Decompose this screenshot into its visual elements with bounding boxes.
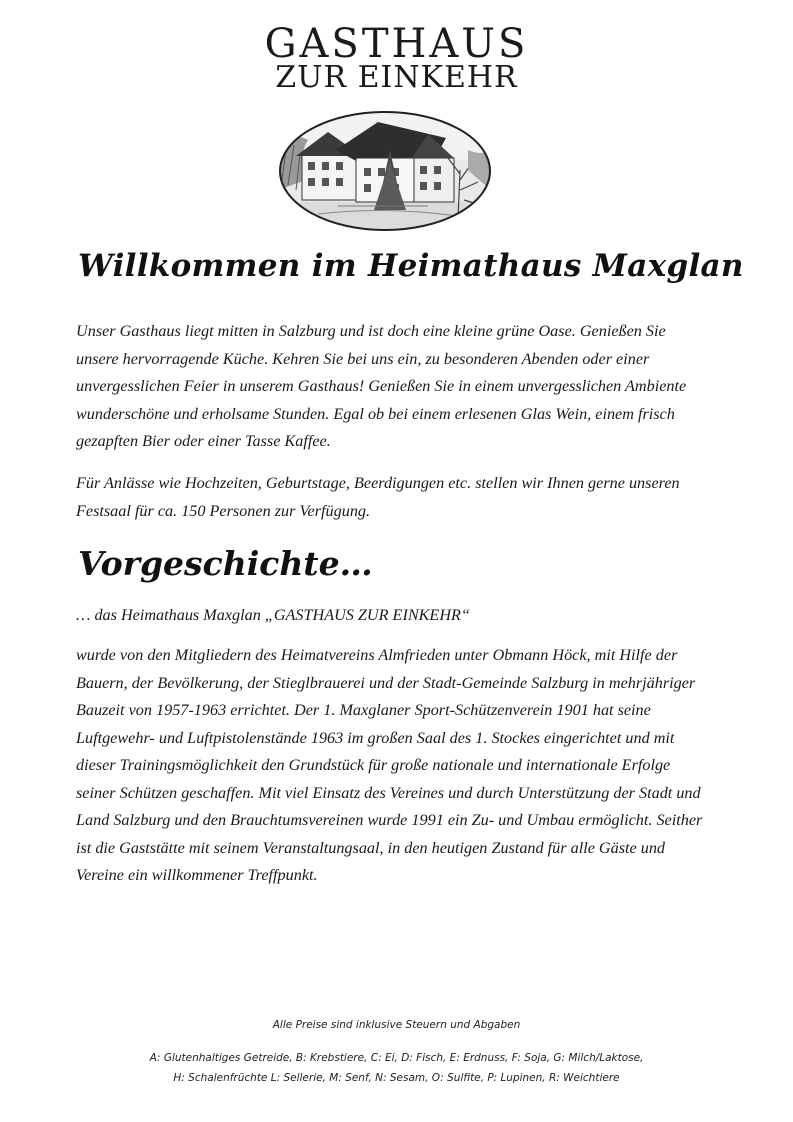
inn-building-sketch-icon xyxy=(278,110,492,232)
history-intro: … das Heimathaus Maxglan „GASTHAUS ZUR EINKEHR“ xyxy=(76,606,470,624)
welcome-heading: Willkommen im Heimathaus Maxglan xyxy=(78,248,744,284)
history-paragraph: wurde von den Mitgliedern des Heimatvereins Almfrieden unter Obmann Höck, mit Hilfe der Bauern, der Bevölkerung, der Stieglbrauerei und der Stadt-Gemeinde Salzburg in mehrjähriger Bauzeit von 1957-1963 errichtet. Der 1. Maxglaner Sport-Schützenverein 1901 hat seine Luftgewehr- und Luftpistolenstände 1963 im großen Saal des 1. Stockes eingerichtet und mit dieser Trainingsmöglichkeit den Grundstück für große nationale und internationale Erfolge seiner Schützen geschaffen. Mit viel Einsatz des Vereines und durch Unterstützung der Stadt und Land Salzburg und den Brauchtumsvereinen wurde 1991 ein Zu- und Umbau ermöglicht. Seither ist die Gaststätte mit seinem Veranstaltungsaal, in den heutigen Zustand für alle Gäste und Vereine ein willkommener Treffpunkt. xyxy=(76,646,703,884)
welcome-paragraph-2: Für Anlässe wie Hochzeiten, Geburtstage, Beerdigungen etc. stellen wir Ihnen gerne unseren Festsaal für ca. 150 Personen zur Verfügung. xyxy=(76,474,680,520)
prices-note: Alle Preise sind inklusive Steuern und Abgaben xyxy=(272,1019,521,1031)
allergens-line-2: H: Schalenfrüchte L: Sellerie, M: Senf, N: Sesam, O: Sulfite, P: Lupinen, R: Weichtiere xyxy=(173,1072,620,1084)
allergens-line-1: A: Glutenhaltiges Getreide, B: Krebstiere, C: Ei, D: Fisch, E: Erdnuss, F: Soja, G: Milch/Laktose, xyxy=(149,1052,644,1064)
logo-title-line2: ZUR EINKEHR xyxy=(275,60,518,95)
history-heading: Vorgeschichte… xyxy=(78,544,373,583)
welcome-paragraph-1: Unser Gasthaus liegt mitten in Salzburg und ist doch eine kleine grüne Oase. Genießen Sie unsere hervorragende Küche. Kehren Sie bei uns ein, zu besonderen Abenden oder einer unvergesslichen Feier in unserem Gasthaus! Genießen Sie in einem unvergesslichen Ambiente wunderschöne und erholsame Stunden. Egal ob bei einem erlesenen Glas Wein, einem frisch gezapften Bier oder einer Tasse Kaffee. xyxy=(76,322,687,450)
logo-title-line1: GASTHAUS xyxy=(264,21,529,67)
